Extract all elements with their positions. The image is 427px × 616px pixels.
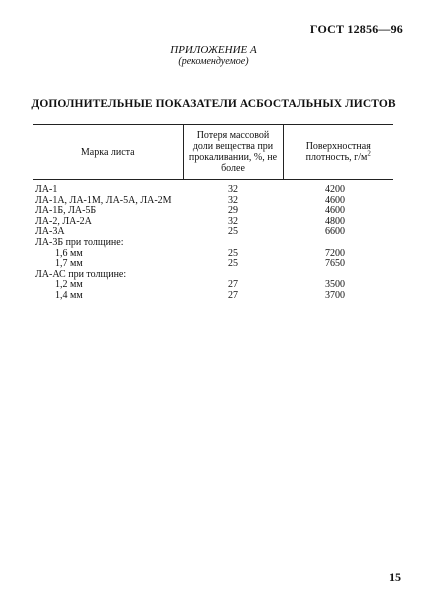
cell-grade: ЛА-1: [35, 184, 58, 195]
cell-density: 7200: [325, 247, 345, 259]
appendix-heading: [0, 44, 427, 68]
cell-grade: 1,2 мм: [55, 279, 83, 291]
header-density-label: Поверхностная плотность, г/м: [305, 141, 371, 163]
document-code: ГОСТ 12856—96: [309, 22, 403, 36]
properties-table: [33, 124, 393, 302]
cell-grade: ЛА-1Б, ЛА-5Б: [35, 205, 97, 217]
cell-density: 4200: [325, 184, 345, 195]
cell-grade: ЛА-2, ЛА-2А: [35, 215, 92, 227]
cell-density: 4800: [325, 215, 345, 227]
header-loss: Потеря массовой доли вещества при прокаливании, %, не более: [183, 125, 283, 180]
cell-density: [283, 238, 393, 249]
appendix-title: ПРИЛОЖЕНИЕ А: [170, 44, 257, 56]
cell-density: 4600: [325, 194, 345, 206]
cell-loss: 25: [228, 226, 238, 238]
cell-grade: 1,7 мм: [55, 258, 83, 270]
cell-loss: 25: [228, 247, 238, 259]
cell-loss: [183, 238, 283, 249]
cell-density: 4600: [325, 205, 345, 217]
cell-grade: 1,6 мм: [55, 247, 83, 259]
table-row: [33, 238, 393, 249]
table-body: [33, 180, 393, 302]
cell-density: 6600: [325, 226, 345, 238]
table-header: [33, 125, 393, 180]
table-title: ДОПОЛНИТЕЛЬНЫЕ ПОКАЗАТЕЛИ АСБОСТАЛЬНЫХ ЛИСТОВ: [31, 98, 396, 110]
cell-loss: 27: [228, 279, 238, 291]
page-number: 15: [389, 570, 401, 584]
cell-grade: 1,4 мм: [55, 289, 83, 301]
header-density: [283, 125, 393, 180]
header-grade: Марка листа: [33, 125, 183, 180]
appendix-subtitle: (рекомендуемое): [178, 56, 249, 67]
cell-loss: 29: [228, 205, 238, 217]
header-density-superscript: 2: [367, 149, 371, 158]
table-row: [33, 180, 393, 196]
table-row: [33, 291, 393, 302]
cell-grade: ЛА-1А, ЛА-1М, ЛА-5А, ЛА-2М: [35, 194, 172, 206]
cell-loss: 32: [228, 194, 238, 206]
cell-density: 7650: [325, 258, 345, 270]
cell-loss: 27: [228, 289, 238, 301]
cell-density: 3700: [325, 289, 345, 301]
cell-density: 3500: [325, 279, 345, 291]
cell-grade: ЛА-АС при толщине:: [35, 268, 127, 280]
table-header-row: [33, 125, 393, 180]
cell-loss: 25: [228, 258, 238, 270]
cell-grade: ЛА-3Б при толщине:: [35, 236, 124, 248]
cell-grade: ЛА-3А: [35, 226, 65, 238]
cell-loss: 32: [228, 184, 238, 195]
cell-loss: 32: [228, 215, 238, 227]
